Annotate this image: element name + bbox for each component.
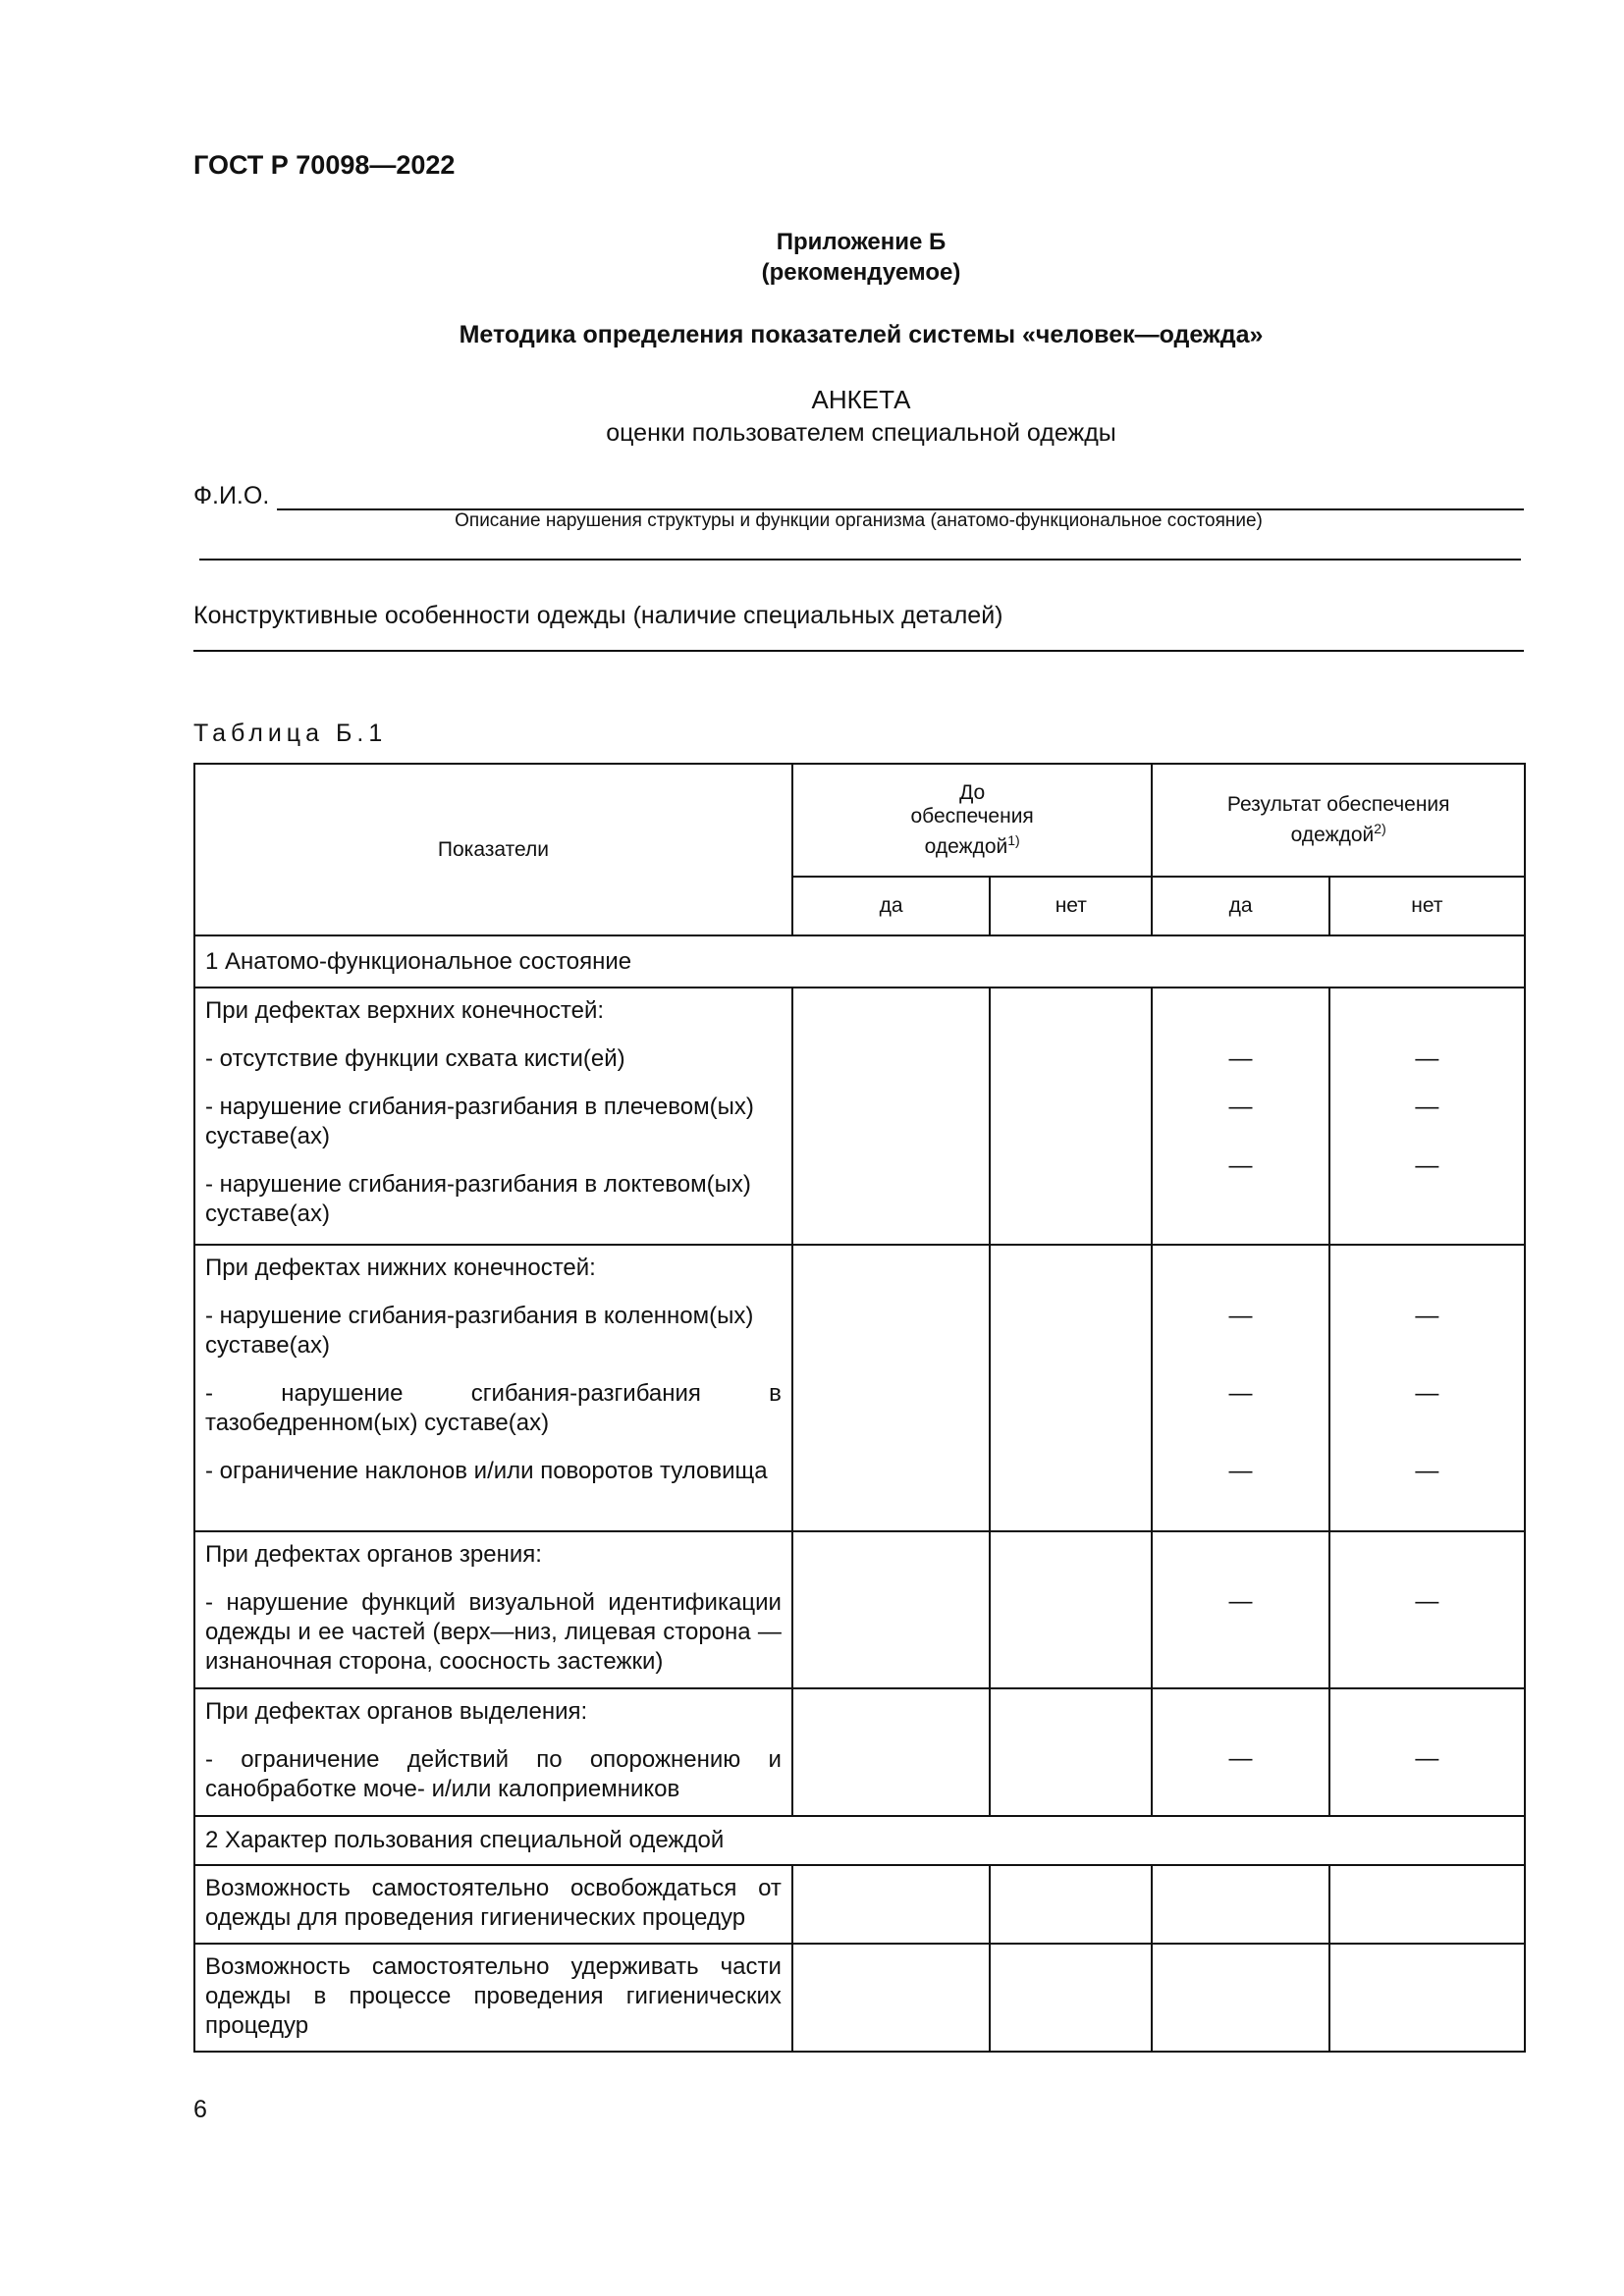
fio-input-line[interactable] [277, 487, 1524, 510]
document-code: ГОСТ Р 70098—2022 [193, 150, 456, 180]
indicator-item: - ограничение действий по опорожнению и санобработке моче- и/или калоприемников [205, 1746, 782, 1802]
answer-cell[interactable] [1329, 1245, 1525, 1531]
group-vision-title: При дефектах органов зрения: [205, 1541, 542, 1568]
dash-mark: — [1228, 1045, 1253, 1072]
note-2: 2) [1374, 821, 1386, 836]
dash-mark: — [1228, 1458, 1253, 1484]
answer-cell[interactable] [1329, 1688, 1525, 1816]
header-result-yes: да [1152, 877, 1328, 935]
fio-label: Ф.И.О. [193, 482, 270, 509]
header-before-yes: да [792, 877, 990, 935]
header-before: До обеспечения одеждой$^{1)}$ [792, 764, 1153, 877]
dash-mark: — [1228, 1380, 1253, 1407]
fio-hint: Описание нарушения структуры и функции организма (анатомо-функциональное состояние) [455, 510, 1263, 531]
indicator-item: - ограничение наклонов и/или поворотов туловища [205, 1458, 768, 1484]
answer-cell[interactable] [1152, 988, 1328, 1245]
table-caption: Таблица Б.1 [193, 720, 388, 747]
indicator-item: - отсутствие функции схвата кисти(ей) [205, 1045, 625, 1072]
indicator-hold: Возможность самостоятельно удерживать части одежды в процессе проведения гигиенических процедур [194, 1944, 792, 2052]
section-1-heading: 1 Анатомо-функциональное состояние [194, 935, 1525, 988]
group-excretion [194, 1688, 792, 1816]
questionnaire-table [193, 763, 1526, 2053]
header-indicators: Показатели [194, 764, 792, 935]
answer-cell[interactable] [1329, 1531, 1525, 1688]
answer-cell[interactable] [990, 1245, 1152, 1531]
dash-mark: — [1415, 1588, 1439, 1615]
group-excretion-title: При дефектах органов выделения: [205, 1698, 588, 1725]
answer-cell[interactable] [990, 1531, 1152, 1688]
answer-cell[interactable] [792, 1688, 990, 1816]
answer-cell[interactable] [990, 988, 1152, 1245]
description-input-line[interactable] [199, 559, 1521, 561]
dash-mark: — [1415, 1458, 1439, 1484]
dash-mark: — [1415, 1152, 1439, 1179]
annex-title: Приложение Б [776, 229, 947, 255]
answer-cell[interactable] [792, 1944, 990, 2052]
page-number: 6 [193, 2096, 207, 2123]
group-lower-title: При дефектах нижних конечностей: [205, 1255, 596, 1281]
dash-mark: — [1228, 1094, 1253, 1120]
method-title: Методика определения показателей системы «человек—одежда» [459, 321, 1264, 348]
answer-cell[interactable] [1329, 988, 1525, 1245]
answer-cell[interactable] [1152, 1531, 1328, 1688]
indicator-item: - нарушение сгибания-разгибания в плечевом(ых) суставе(ах) [205, 1094, 754, 1149]
dash-mark: — [1415, 1045, 1439, 1072]
dash-mark: — [1415, 1745, 1439, 1772]
answer-cell[interactable] [792, 1245, 990, 1531]
answer-cell[interactable] [990, 1865, 1152, 1944]
form-subtitle: оценки пользователем специальной одежды [606, 419, 1116, 447]
dash-mark: — [1228, 1745, 1253, 1772]
form-title: АНКЕТА [811, 385, 911, 414]
dash-mark: — [1228, 1152, 1253, 1179]
answer-cell[interactable] [990, 1944, 1152, 2052]
group-lower [194, 1245, 792, 1531]
answer-cell[interactable] [1152, 1865, 1328, 1944]
answer-cell[interactable] [792, 1865, 990, 1944]
answer-cell[interactable] [792, 988, 990, 1245]
dash-mark: — [1228, 1588, 1253, 1615]
group-upper-title: При дефектах верхних конечностей: [205, 997, 605, 1024]
indicator-undress: Возможность самостоятельно освобождаться от одежды для проведения гигиенических процедур [194, 1865, 792, 1944]
indicator-item: - нарушение сгибания-разгибания в тазобедренном(ых) суставе(ах) [205, 1380, 782, 1436]
answer-cell[interactable] [1152, 1245, 1328, 1531]
header-before-no: нет [990, 877, 1152, 935]
group-upper [194, 988, 792, 1245]
annex-kind: (рекомендуемое) [761, 259, 961, 286]
dash-mark: — [1415, 1303, 1439, 1329]
indicator-item: - нарушение сгибания-разгибания в локтевом(ых) суставе(ах) [205, 1171, 751, 1227]
answer-cell[interactable] [1152, 1688, 1328, 1816]
answer-cell[interactable] [1329, 1865, 1525, 1944]
header-result-no: нет [1329, 877, 1525, 935]
answer-cell[interactable] [1152, 1944, 1328, 2052]
header-result: Результат обеспечения одеждой$^{2)}$ [1152, 764, 1525, 877]
dash-mark: — [1415, 1094, 1439, 1120]
fio-field[interactable] [193, 482, 1524, 510]
indicator-item: - нарушение сгибания-разгибания в коленном(ых) суставе(ах) [205, 1303, 754, 1359]
answer-cell[interactable] [792, 1531, 990, 1688]
group-vision [194, 1531, 792, 1688]
dash-mark: — [1415, 1380, 1439, 1407]
indicator-item: - нарушение функций визуальной идентификации одежды и ее частей (верх—низ, лицевая сторона — изнаночная сторона, соосность застежки) [205, 1589, 782, 1675]
dash-mark: — [1228, 1303, 1253, 1329]
construct-label: Конструктивные особенности одежды (наличие специальных деталей) [193, 602, 1003, 629]
note-1: 1) [1007, 832, 1020, 848]
answer-cell[interactable] [1329, 1944, 1525, 2052]
section-2-heading: 2 Характер пользования специальной одеждой [194, 1816, 1525, 1865]
construct-input-line[interactable] [193, 650, 1524, 652]
answer-cell[interactable] [990, 1688, 1152, 1816]
